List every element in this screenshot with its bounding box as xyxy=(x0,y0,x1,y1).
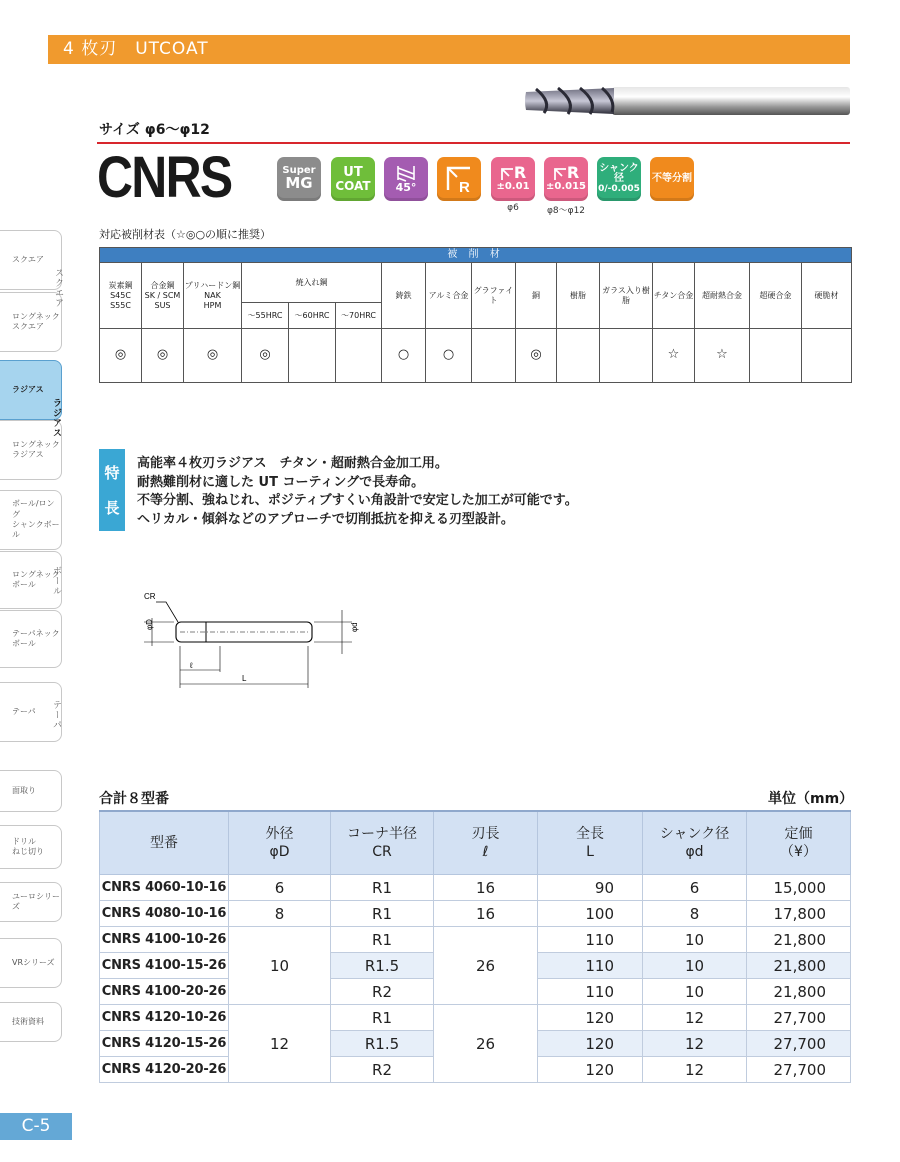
mark-glass-resin xyxy=(600,329,653,383)
materials-table xyxy=(99,247,852,383)
sidebar-item-square[interactable]: スクエア xyxy=(0,230,62,290)
hardened-60hrc: ～60HRC xyxy=(289,303,336,329)
radius-badge xyxy=(437,157,481,201)
mark-alloy-steel: ◎ xyxy=(142,329,184,383)
materials-title: 対応被削材表（☆◎○の順に推奨） xyxy=(99,228,272,241)
sidebar-group-ball: ボール xyxy=(51,566,61,596)
spec-table xyxy=(99,810,851,1083)
feature-line: ヘリカル・傾斜などのアプローチで切削抵抗を抑える刃型設計。 xyxy=(137,511,514,527)
label-ell: ℓ xyxy=(190,661,193,670)
material-prehardened-steel: プリハードン鋼 NAK HPM xyxy=(184,263,242,329)
sidebar-group-taper: テーパ xyxy=(51,700,61,730)
product-name: CNRS xyxy=(97,145,232,210)
sidebar-item-technical-data[interactable]: 技術資料 xyxy=(0,1002,62,1042)
sidebar-group-radius: ラジアス xyxy=(51,398,61,438)
col-outer-diameter: 外径 φD xyxy=(229,811,331,875)
mark-graphite xyxy=(472,329,516,383)
label-cr: CR xyxy=(144,592,156,601)
mark-heat-resistant: ☆ xyxy=(695,329,750,383)
mark-60hrc xyxy=(289,329,336,383)
feature-line: 不等分割、強ねじれ、ポジティブすくい角設計で安定した加工が可能です。 xyxy=(137,493,578,508)
table-row: CNRS 4100-15-26 R1.5 110 10 21,800 xyxy=(100,953,851,979)
feature-line: 耐熱難削材に適した UT コーティングで長寿命。 xyxy=(137,474,425,490)
hardened-55hrc: ～55HRC xyxy=(242,303,289,329)
sidebar-group-square: スクエア xyxy=(53,268,63,308)
features-text xyxy=(137,455,578,529)
mark-prehardened-steel: ◎ xyxy=(184,329,242,383)
table-row: CNRS 4060-10-16 6 R1 16 90 6 15,000 xyxy=(100,875,851,901)
table-row: CNRS 4100-20-26 R2 110 10 21,800 xyxy=(100,979,851,1005)
helix-angle-badge: 45° xyxy=(384,157,428,201)
title-rule xyxy=(97,142,850,144)
dimension-drawing xyxy=(130,590,370,700)
col-shank-diameter: シャンク径 φd xyxy=(643,811,747,875)
material-resin: 樹脂 xyxy=(557,263,600,329)
size-range: サイズ φ6～φ12 xyxy=(99,122,210,138)
svg-text:R: R xyxy=(459,179,470,196)
material-heat-resistant: 超耐熱合金 xyxy=(695,263,750,329)
mark-resin xyxy=(557,329,600,383)
badge-caption-8-12: φ8～φ12 xyxy=(546,206,586,216)
material-carbon-steel: 炭素鋼 S45C S55C xyxy=(100,263,142,329)
mark-cast-iron: ○ xyxy=(382,329,426,383)
unequal-division-badge: 不等分割 xyxy=(650,157,694,201)
mark-55hrc: ◎ xyxy=(242,329,289,383)
sidebar-item-drill-thread[interactable]: ドリル ねじ切り xyxy=(0,825,62,869)
material-titanium: チタン合金 xyxy=(653,263,695,329)
table-row: CNRS 4080-10-16 8 R1 16 100 8 17,800 xyxy=(100,901,851,927)
feature-line: 高能率４枚刃ラジアス チタン・超耐熱合金加工用。 xyxy=(137,456,448,471)
mark-carbide xyxy=(750,329,802,383)
col-corner-radius: コーナ半径 CR xyxy=(331,811,434,875)
badge-caption-6: φ6 xyxy=(507,203,519,213)
material-copper: 銅 xyxy=(516,263,557,329)
material-brittle: 硬脆材 xyxy=(802,263,852,329)
sidebar-item-chamfer[interactable]: 面取り xyxy=(0,770,62,812)
utcoat-badge: UT COAT xyxy=(331,157,375,201)
col-price: 定価 （¥） xyxy=(747,811,851,875)
sidebar-item-longneck-radius[interactable]: ロングネック ラジアス xyxy=(0,420,62,480)
end-mill-image xyxy=(522,82,852,120)
supermg-badge: Super MG xyxy=(277,157,321,201)
col-flute-length: 刃長 ℓ xyxy=(434,811,538,875)
sidebar-item-longneck-ball[interactable]: ロングネック ボール xyxy=(0,551,62,609)
label-phi-D: φD xyxy=(145,619,154,630)
shank-tolerance-badge: シャンク径 0/-0.005 xyxy=(597,157,641,201)
sidebar-item-taperneck-ball[interactable]: テーパネック ボール xyxy=(0,610,62,668)
sidebar-item-longneck-square[interactable]: ロングネック スクエア xyxy=(0,292,62,352)
sidebar-item-taper[interactable]: テーパ xyxy=(0,682,62,742)
table-row: CNRS 4100-10-26 10 R1 26 110 10 21,800 xyxy=(100,927,851,953)
mark-titanium: ☆ xyxy=(653,329,695,383)
sidebar-item-radius[interactable]: ラジアス xyxy=(0,360,62,420)
hardened-70hrc: ～70HRC xyxy=(336,303,382,329)
table-row: CNRS 4120-20-26 R2 120 12 27,700 xyxy=(100,1057,851,1083)
model-count: 合計８型番 xyxy=(99,791,169,807)
mark-brittle xyxy=(802,329,852,383)
sidebar-item-euro-series[interactable]: ユーロシリーズ xyxy=(0,882,62,922)
corner-radius-icon xyxy=(500,167,514,181)
col-model: 型番 xyxy=(100,811,229,875)
page-number: C-5 xyxy=(0,1113,72,1140)
sidebar-item-ball[interactable]: ボール/ロング シャンクボール xyxy=(0,490,62,550)
materials-header: 被 削 材 xyxy=(100,248,852,263)
material-carbide: 超硬合金 xyxy=(750,263,802,329)
mark-copper: ◎ xyxy=(516,329,557,383)
sidebar-item-vr-series[interactable]: VRシリーズ xyxy=(0,938,62,988)
material-alloy-steel: 合金鋼 SK / SCM SUS xyxy=(142,263,184,329)
radius-tolerance-badge-6: R ±0.01 xyxy=(491,157,535,201)
mark-carbon-steel: ◎ xyxy=(100,329,142,383)
material-hardened-steel: 焼入れ鋼 xyxy=(242,263,382,303)
features-tag: 特 長 xyxy=(99,449,125,531)
material-glass-resin: ガラス入り樹脂 xyxy=(600,263,653,329)
label-phi-d: φd xyxy=(350,622,359,632)
corner-radius-icon xyxy=(442,162,476,196)
corner-radius-icon xyxy=(553,167,567,181)
helix-icon xyxy=(395,164,417,182)
table-row: CNRS 4120-10-26 12 R1 26 120 12 27,700 xyxy=(100,1005,851,1031)
radius-tolerance-badge-8-12: R ±0.015 xyxy=(544,157,588,201)
mark-aluminum: ○ xyxy=(426,329,472,383)
mark-70hrc xyxy=(336,329,382,383)
label-L: L xyxy=(242,674,247,683)
spec-header-row xyxy=(100,811,851,875)
material-aluminum: アルミ合金 xyxy=(426,263,472,329)
col-overall-length: 全長 L xyxy=(538,811,643,875)
material-graphite: グラファイト xyxy=(472,263,516,329)
table-row: CNRS 4120-15-26 R1.5 120 12 27,700 xyxy=(100,1031,851,1057)
unit-label: 単位（mm） xyxy=(768,791,854,807)
section-header: 4 枚刃 UTCOAT xyxy=(48,35,850,64)
material-cast-iron: 鋳鉄 xyxy=(382,263,426,329)
